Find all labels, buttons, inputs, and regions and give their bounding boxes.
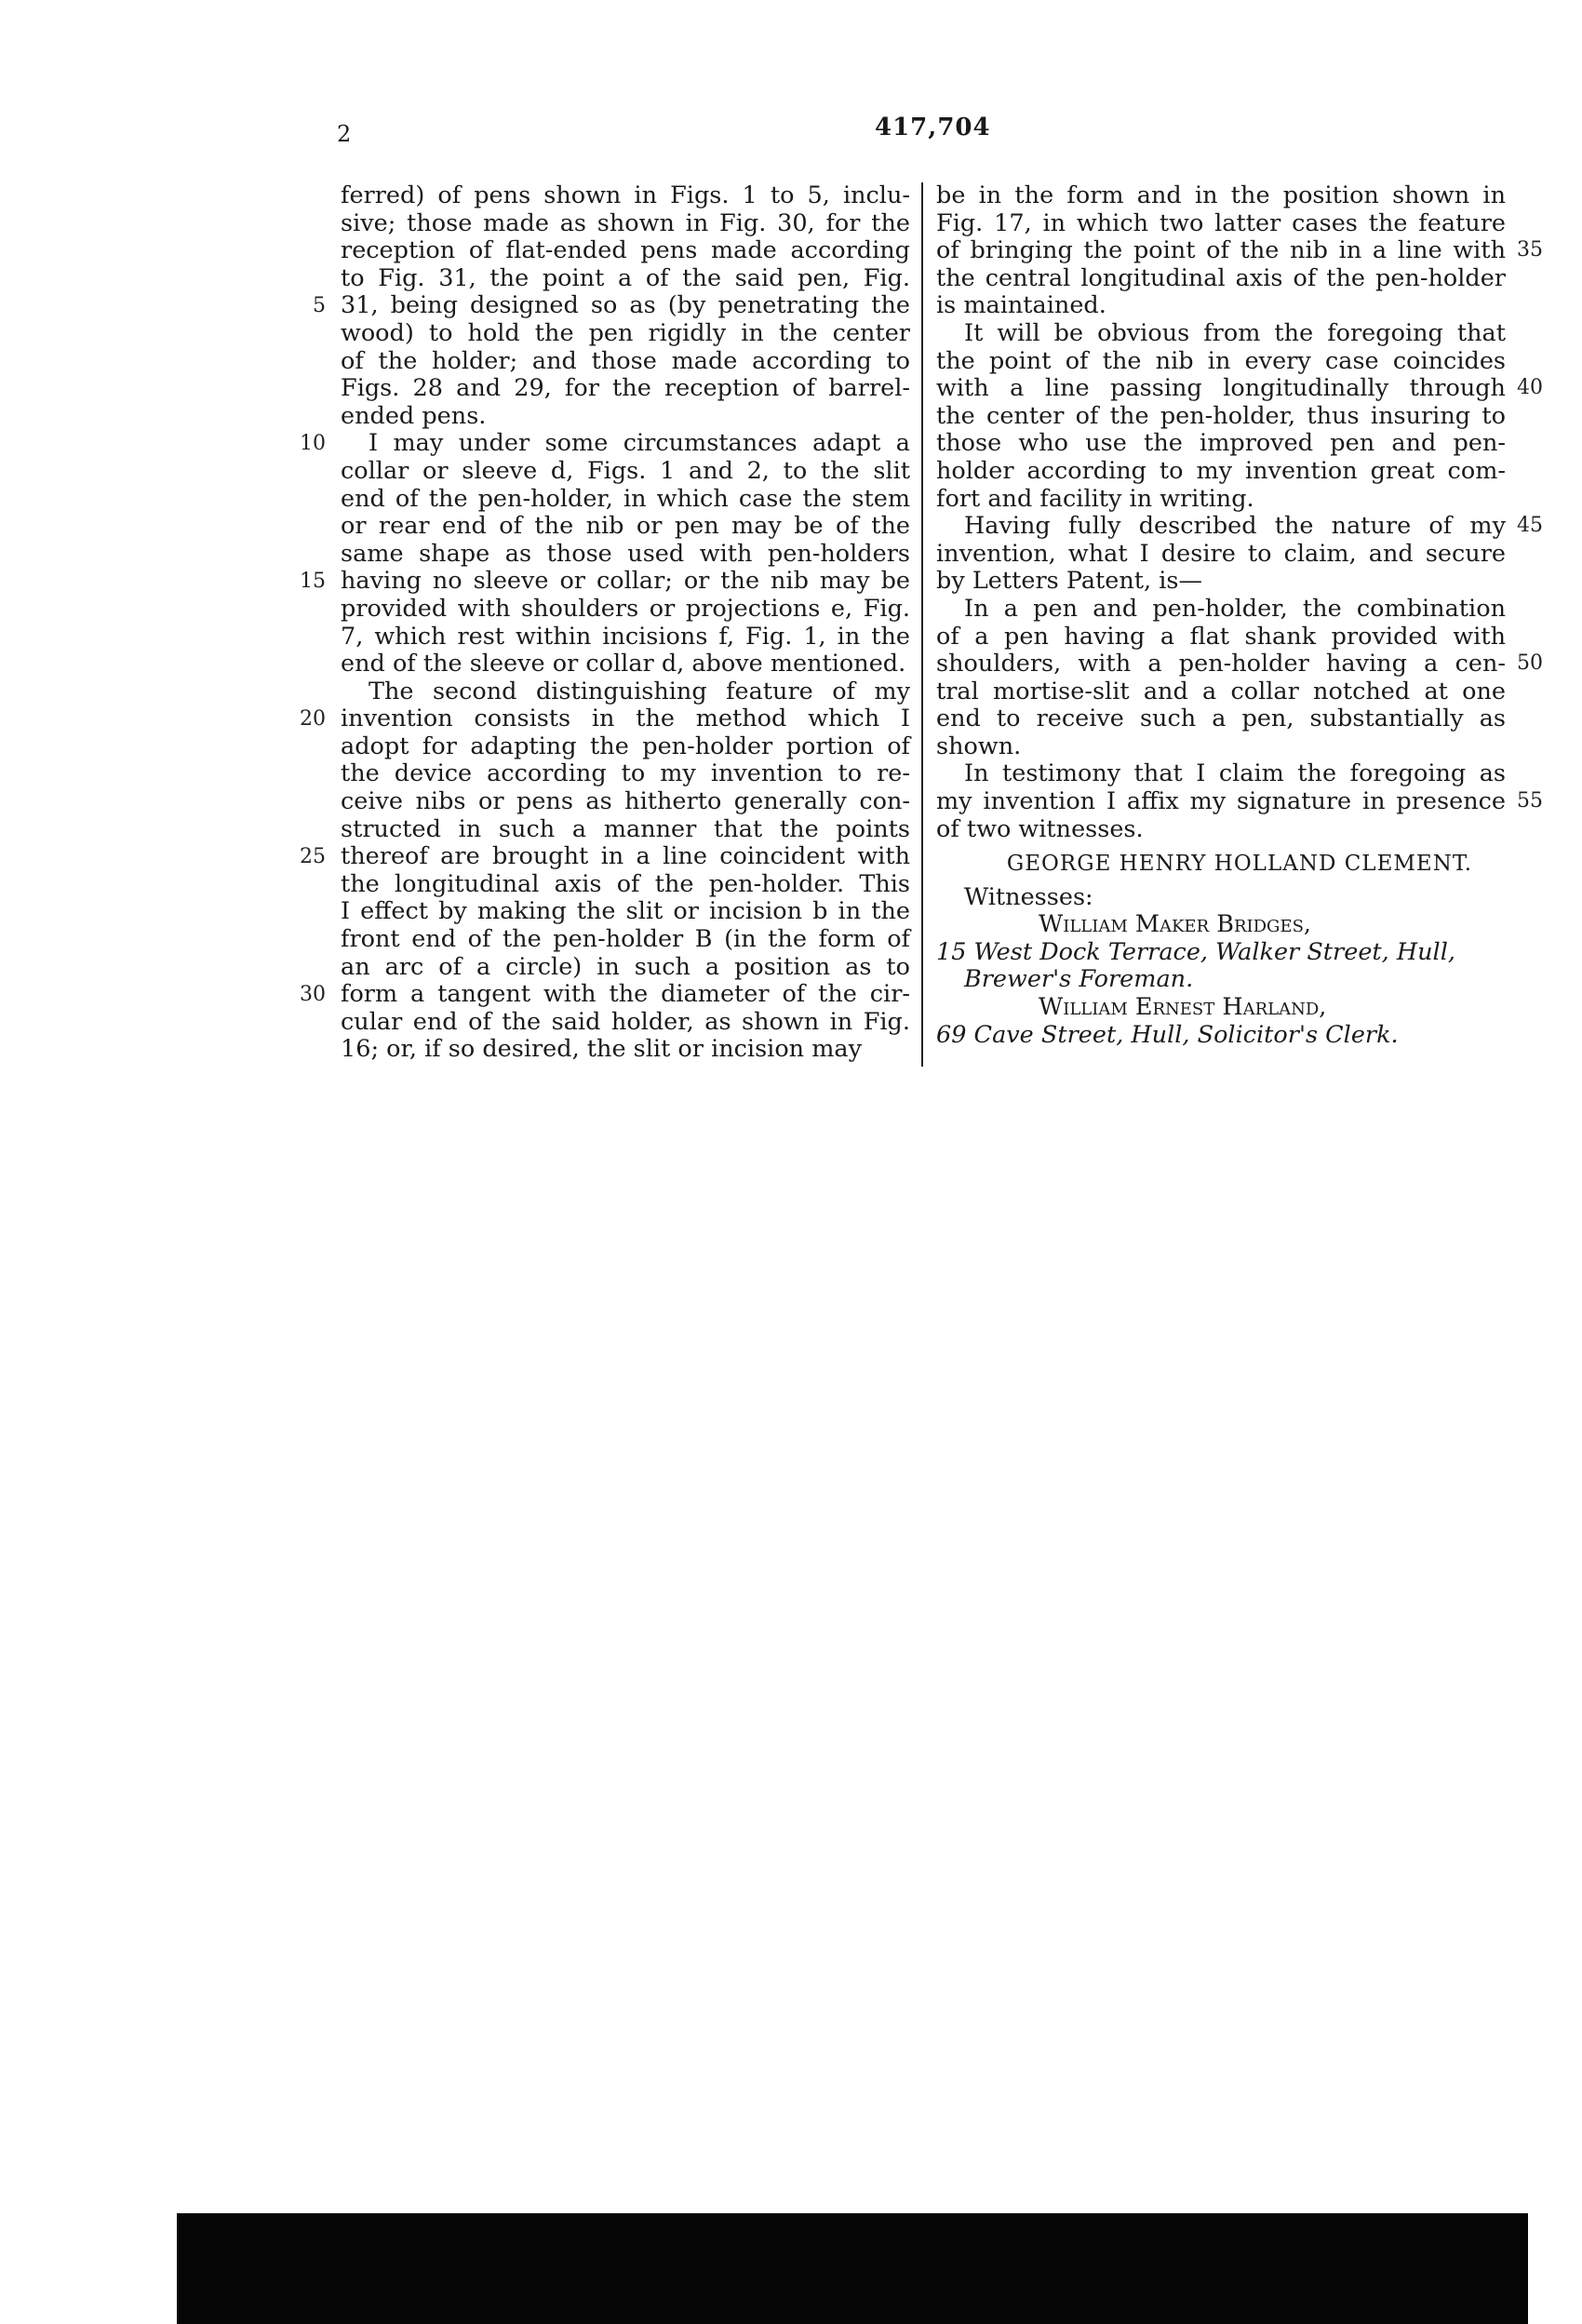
inventor-signature: GEORGE HENRY HOLLAND CLEMENT.: [1006, 852, 1473, 876]
line-number-15: 15: [300, 570, 326, 593]
text-line: Having fully described the nature of my: [964, 512, 1506, 541]
line-number-20: 20: [300, 707, 326, 731]
line-number-55: 55: [1517, 789, 1543, 813]
text-line: structed in such a manner that the points: [341, 814, 910, 843]
text-line: by Letters Patent, is—: [936, 567, 1203, 596]
text-line: an arc of a circle) in such a position as to: [341, 952, 910, 981]
text-line: sive; those made as shown in Fig. 30, for the: [341, 208, 910, 237]
text-line: invention, what I desire to claim, and secure: [936, 539, 1506, 568]
witness-1-occupation: Brewer's Foreman.: [964, 965, 1194, 994]
witness-2-address: 69 Cave Street, Hull, Solicitor's Clerk.: [936, 1020, 1399, 1049]
witnesses-label: Witnesses:: [964, 882, 1093, 911]
line-number-50: 50: [1517, 652, 1543, 675]
text-line: invention consists in the method which I: [341, 705, 910, 733]
text-line: the longitudinal axis of the pen-holder. This: [341, 869, 910, 898]
text-line: is maintained.: [936, 291, 1106, 320]
left-column: [341, 182, 910, 1064]
text-line: ended pens.: [341, 401, 487, 430]
text-line: It will be obvious from the foregoing that: [964, 318, 1506, 347]
column-divider: [921, 182, 923, 1067]
witness-2-name: William Ernest Harland,: [1039, 992, 1327, 1021]
text-line: Fig. 17, in which two latter cases the feature: [936, 208, 1506, 237]
text-line: of a pen having a flat shank provided with: [936, 622, 1506, 651]
text-line: provided with shoulders or projections e, Fig.: [341, 594, 910, 623]
text-line: cular end of the said holder, as shown in Fig.: [341, 1007, 910, 1036]
text-line: In testimony that I claim the foregoing as: [964, 759, 1506, 788]
signature-block: [936, 851, 1506, 1049]
text-line: the central longitudinal axis of the pen-holder: [936, 263, 1506, 292]
text-line: of bringing the point of the nib in a line with: [936, 236, 1506, 265]
line-number-25: 25: [300, 845, 326, 868]
text-line: I effect by making the slit or incision b in the: [341, 897, 910, 926]
text-line: be in the form and in the position shown in: [936, 181, 1506, 209]
text-line: of the holder; and those made according to: [341, 346, 910, 375]
witness-1-name: William Maker Bridges,: [1039, 910, 1312, 939]
text-line: Figs. 28 and 29, for the reception of barrel-: [341, 374, 910, 403]
text-line: shown.: [936, 732, 1022, 760]
text-line: ceive nibs or pens as hitherto generally con-: [341, 787, 910, 816]
text-line: In a pen and pen-holder, the combination: [964, 594, 1506, 623]
text-line: The second distinguishing feature of my: [369, 677, 910, 705]
witness-1-address: 15 West Dock Terrace, Walker Street, Hull,: [936, 937, 1455, 966]
text-line: having no sleeve or collar; or the nib may be: [341, 567, 910, 596]
text-line: holder according to my invention great com-: [936, 456, 1506, 485]
text-line: ferred) of pens shown in Figs. 1 to 5, inclu-: [341, 181, 910, 209]
text-line: shoulders, with a pen-holder having a cen-: [936, 650, 1506, 678]
text-line: collar or sleeve d, Figs. 1 and 2, to the slit: [341, 456, 910, 485]
text-line: end of the sleeve or collar d, above mentioned.: [341, 650, 906, 678]
text-line: adopt for adapting the pen-holder portion of: [341, 732, 910, 760]
line-number-35: 35: [1517, 238, 1543, 262]
text-line: fort and facility in writing.: [936, 484, 1254, 513]
text-line: of two witnesses.: [936, 814, 1144, 843]
line-number-40: 40: [1517, 376, 1543, 399]
text-line: reception of flat-ended pens made according: [341, 236, 910, 265]
text-line: I may under some circumstances adapt a: [369, 429, 910, 458]
text-line: thereof are brought in a line coincident with: [341, 842, 910, 871]
page-number: 2: [337, 121, 352, 147]
right-column: [936, 182, 1506, 843]
text-line: the device according to my invention to re-: [341, 759, 910, 788]
line-number-30: 30: [300, 983, 326, 1006]
line-number-45: 45: [1517, 514, 1543, 537]
text-line: front end of the pen-holder B (in the form of: [341, 925, 910, 954]
text-line: the center of the pen-holder, thus insuring to: [936, 401, 1506, 430]
text-line: to Fig. 31, the point a of the said pen, Fig.: [341, 263, 910, 292]
text-line: 7, which rest within incisions f, Fig. 1, in the: [341, 622, 910, 651]
text-line: end to receive such a pen, substantially as: [936, 705, 1506, 733]
text-line: 16; or, if so desired, the slit or incision may: [341, 1035, 863, 1064]
line-number-5: 5: [313, 294, 326, 317]
text-line: 31, being designed so as (by penetrating the: [341, 291, 910, 320]
text-line: or rear end of the nib or pen may be of the: [341, 512, 910, 541]
text-line: my invention I affix my signature in presence: [936, 787, 1506, 816]
scan-footer-bar: [177, 2213, 1528, 2324]
line-number-10: 10: [300, 432, 326, 455]
text-line: with a line passing longitudinally through: [936, 374, 1506, 403]
text-line: those who use the improved pen and pen-: [936, 429, 1506, 458]
text-line: form a tangent with the diameter of the cir-: [341, 980, 910, 1009]
text-line: end of the pen-holder, in which case the stem: [341, 484, 910, 513]
text-line: wood) to hold the pen rigidly in the center: [341, 318, 910, 347]
text-line: the point of the nib in every case coincides: [936, 346, 1506, 375]
text-line: tral mortise-slit and a collar notched at one: [936, 677, 1506, 705]
patent-number: 417,704: [875, 114, 991, 141]
text-line: same shape as those used with pen-holders: [341, 539, 910, 568]
